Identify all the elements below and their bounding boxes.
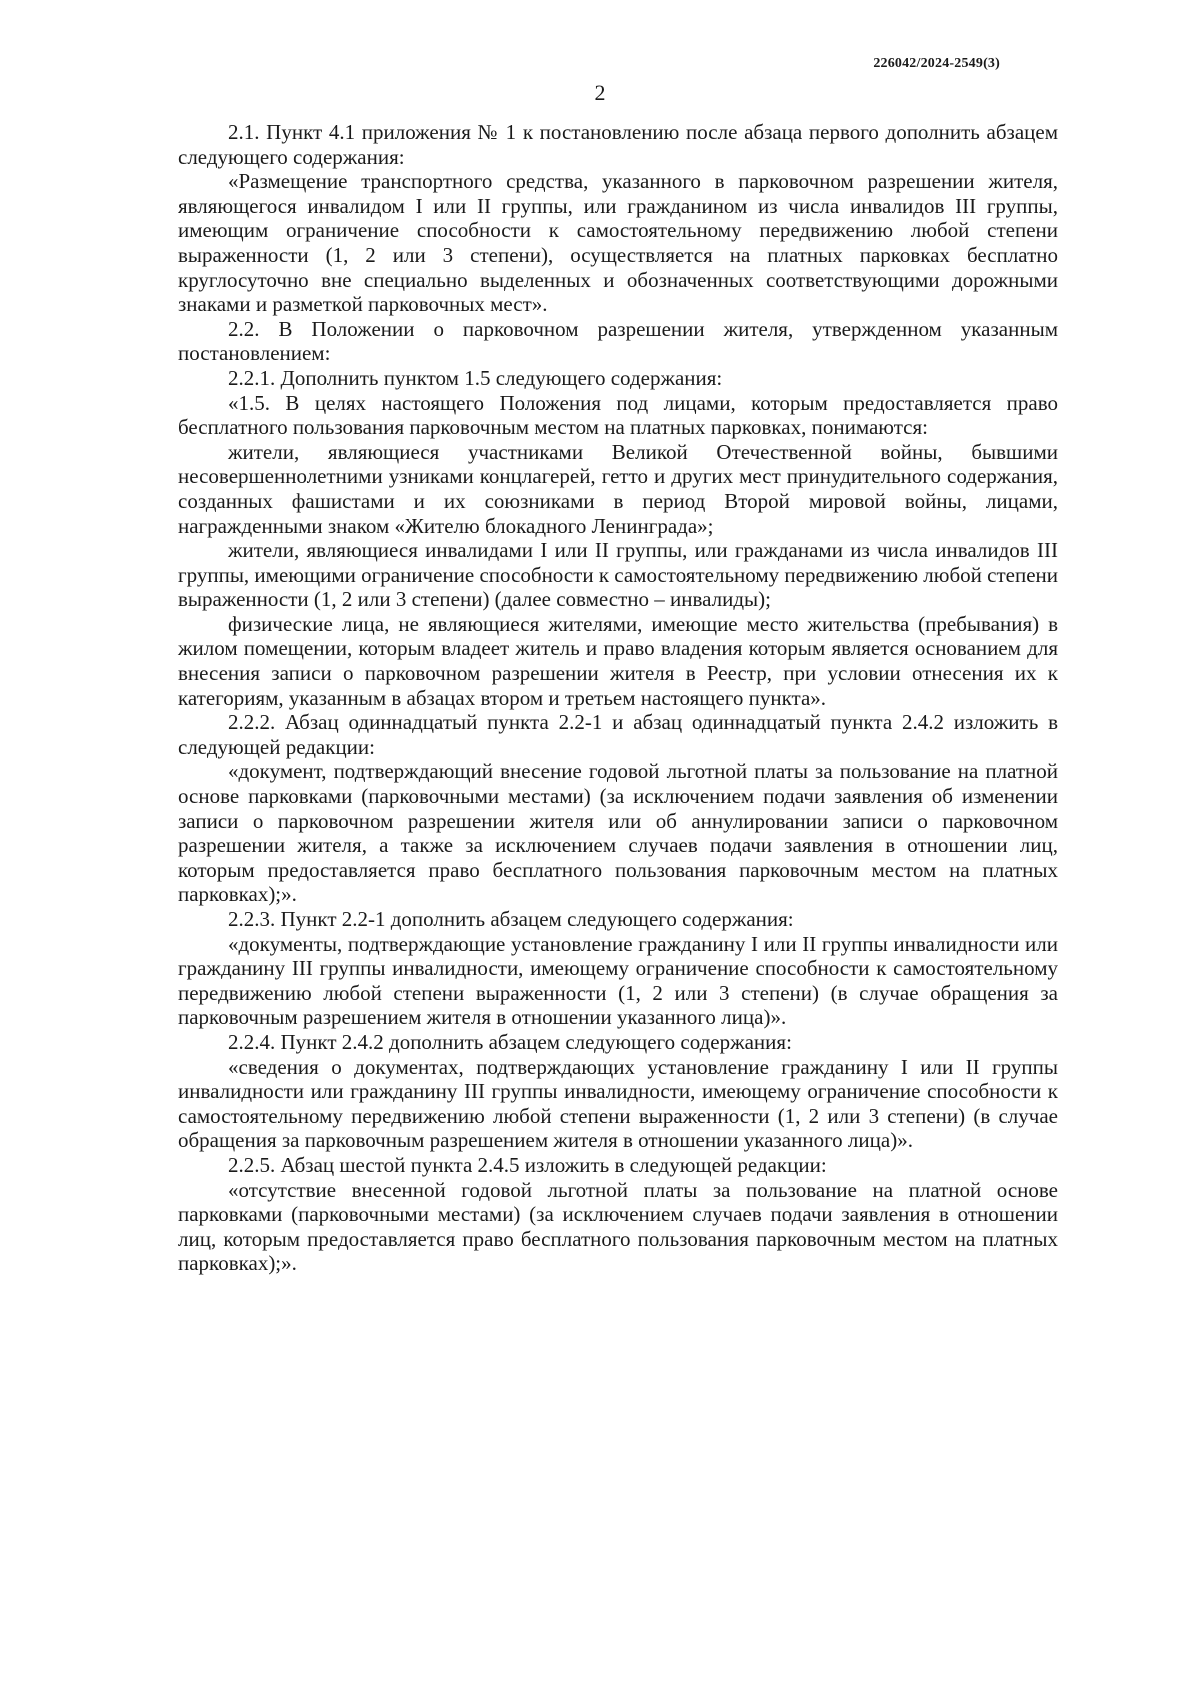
paragraph-2-2-4: 2.2.4. Пункт 2.4.2 дополнить абзацем следующего содержания: <box>228 1029 792 1054</box>
paragraph-disabled: жители, являющиеся инвалидами I или II группы, или гражданами из числа инвалидов III группы, имеющими ограничение способности к самостоятельному передвижению любой степени выраженности (1, 2 или 3 степени) (далее совместно – инвалиды); <box>178 538 1059 612</box>
document-registration-number: 226042/2024-2549(3) <box>873 56 1000 71</box>
paragraph-2-2-3-quote: «документы, подтверждающие установление гражданину I или II группы инвалидности или гражданину III группы инвалидности, имеющему ограничение способности к самостоятельному передвижению любой степени выраженности (1, 2 или 3 степени) (в случае обращения за парковочным разрешением жителя в отношении указанного лица)». <box>178 931 1058 1030</box>
paragraph-physical-persons: физические лица, не являющиеся жителями, имеющие место жительства (пребывания) в жилом помещении, которым владеет житель и право владения которым является основанием для внесения записи о парковочном разрешении жителя в Реестр, при условии отнесения их к категориям, указанным в абзацах втором и третьем настоящего пункта». <box>178 611 1058 710</box>
paragraph-1-5-quote: «1.5. В целях настоящего Положения под лицами, которым предоставляется право бесплатного пользования парковочным местом на платных парковках, понимаются: <box>178 390 1058 440</box>
document-body <box>178 120 1058 1276</box>
paragraph-2-2-1: 2.2.1. Дополнить пунктом 1.5 следующего содержания: <box>228 365 723 390</box>
paragraph-2-2-2: 2.2.2. Абзац одиннадцатый пункта 2.2-1 и абзац одиннадцатый пункта 2.4.2 изложить в следующей редакции: <box>178 710 1058 759</box>
paragraph-2-2: 2.2. В Положении о парковочном разрешении жителя, утвержденном указанным постановлением: <box>178 316 1058 366</box>
paragraph-2-2-4-quote: «сведения о документах, подтверждающих установление гражданину I или II группы инвалидности или гражданину III группы инвалидности, имеющему ограничение способности к самостоятельному передвижению любой степени выраженности (1, 2 или 3 степени) (в случае обращения за парковочным разрешением жителя в отношении указанного лица)». <box>178 1054 1058 1153</box>
paragraph-2-2-5: 2.2.5. Абзац шестой пункта 2.4.5 изложить в следующей редакции: <box>228 1152 827 1177</box>
paragraph-2-2-2-quote: «документ, подтверждающий внесение годовой льготной платы за пользование на платной основе парковками (парковочными местами) (за исключением подачи заявления об изменении записи о парковочном разрешении жителя или об аннулировании записи о парковочном разрешении жителя, а также за исключением случаев подачи заявления в отношении лиц, которым предоставляется право бесплатного пользования парковочным местом на платных парковках);». <box>178 759 1058 907</box>
paragraph-2-2-3: 2.2.3. Пункт 2.2-1 дополнить абзацем следующего содержания: <box>228 907 794 931</box>
paragraph-2-2-5-quote: «отсутствие внесенной годовой льготной платы за пользование на платной основе парковками (парковочными местами) (за исключением случаев подачи заявления в отношении лиц, которым предоставляется право бесплатного пользования парковочным местом на платных парковках);». <box>178 1177 1058 1276</box>
page-number: 2 <box>594 80 606 105</box>
paragraph-2-1-quote: «Размещение транспортного средства, указанного в парковочном разрешении жителя, являющегося инвалидом I или II группы, или гражданином из числа инвалидов III группы, имеющим ограничение способности к самостоятельному передвижению любой степени выраженности (1, 2 или 3 степени), осуществляется на платных парковках бесплатно круглосуточно вне специально выделенных и обозначенных соответствующими дорожными знаками и разметкой парковочных мест». <box>178 169 1058 317</box>
paragraph-2-1: 2.1. Пункт 4.1 приложения № 1 к постановлению после абзаца первого дополнить абзацем следующего содержания: <box>178 120 1058 169</box>
paragraph-veterans: жители, являющиеся участниками Великой Отечественной войны, бывшими несовершеннолетними узниками концлагерей, гетто и других мест принудительного содержания, созданных фашистами и их союзниками в период Второй мировой войны, лицами, награжденными знаком «Жителю блокадного Ленинграда»; <box>178 439 1058 538</box>
